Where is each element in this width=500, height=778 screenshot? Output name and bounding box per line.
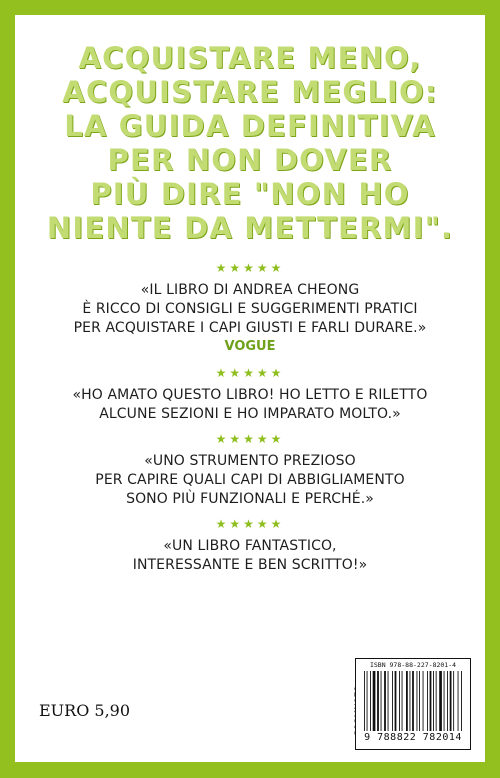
headline-line-1: ACQUISTARE MENO, bbox=[78, 41, 422, 75]
headline-line-3: LA GUIDA DEFINITIVA bbox=[64, 109, 436, 143]
headline bbox=[15, 41, 485, 245]
star-rating: ★★★★★ bbox=[215, 366, 285, 380]
review-3-line-1: «UNO STRUMENTO PREZIOSO bbox=[144, 453, 356, 469]
headline-line-6: NIENTE DA METTERMI". bbox=[46, 211, 454, 245]
star-rating: ★★★★★ bbox=[215, 432, 285, 446]
headline-line-4: PER NON DOVER bbox=[107, 143, 393, 177]
review-1-line-3: PER ACQUISTARE I CAPI GIUSTI E FARLI DURARE.» bbox=[73, 320, 427, 336]
review-1 bbox=[15, 261, 485, 356]
review-1-line-2: È RICCO DI CONSIGLI E SUGGERIMENTI PRATICI bbox=[82, 301, 418, 317]
barcode bbox=[355, 658, 471, 750]
review-3-line-3: SONO PIÙ FUNZIONALI E PERCHÉ.» bbox=[126, 491, 374, 507]
price-label: EURO 5,90 bbox=[39, 701, 131, 720]
headline-line-5: PIÙ DIRE "NON HO bbox=[90, 177, 410, 211]
isbn-label: ISBN 978-88-227-8201-4 bbox=[369, 661, 457, 669]
review-3 bbox=[15, 432, 485, 509]
ean-digits: 9 788822 782014 bbox=[364, 732, 462, 743]
star-rating: ★★★★★ bbox=[215, 261, 285, 275]
review-2 bbox=[15, 366, 485, 424]
review-2-line-1: «HO AMATO QUESTO LIBRO! HO LETTO E RILETTO bbox=[72, 387, 428, 403]
review-4 bbox=[15, 517, 485, 575]
star-rating: ★★★★★ bbox=[215, 517, 285, 531]
review-1-line-1: «IL LIBRO DI ANDREA CHEONG bbox=[140, 282, 360, 298]
barcode-bars-icon bbox=[364, 671, 462, 731]
review-3-line-2: PER CAPIRE QUALI CAPI DI ABBIGLIAMENTO bbox=[95, 472, 405, 488]
review-4-line-1: «UN LIBRO FANTASTICO, bbox=[163, 538, 337, 554]
review-2-line-2: ALCUNE SEZIONI E HO IMPARATO MOLTO.» bbox=[99, 406, 401, 422]
review-1-source: VOGUE bbox=[224, 339, 276, 354]
review-4-line-2: INTERESSANTE E BEN SCRITTO!» bbox=[132, 557, 368, 573]
headline-line-2: ACQUISTARE MEGLIO: bbox=[62, 75, 438, 109]
